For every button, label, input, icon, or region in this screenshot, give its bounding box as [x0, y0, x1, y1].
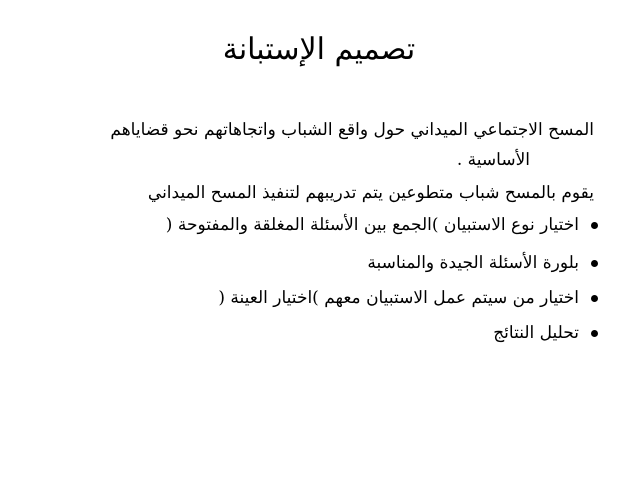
- intro-line-2: الأساسية .: [456, 150, 530, 170]
- bullet-item-2: [367, 251, 598, 275]
- bullet-item-1: [166, 213, 598, 237]
- bullet-dot-icon: [591, 330, 598, 337]
- bullet-dot-icon: [591, 295, 598, 302]
- bullet-text: بلورة الأسئلة الجيدة والمناسبة: [367, 253, 579, 273]
- bullet-item-3: [218, 286, 598, 310]
- bullet-text: اختيار نوع الاستبيان )الجمع بين الأسئلة المغلقة والمفتوحة (: [165, 215, 579, 235]
- slide-title: تصميم الإستبانة: [222, 32, 416, 67]
- bullet-item-4: [493, 321, 598, 345]
- intro-line-3: يقوم بالمسح شباب متطوعين يتم تدريبهم لتنفيذ المسح الميداني: [147, 183, 594, 203]
- bullet-dot-icon: [591, 222, 598, 229]
- bullet-text: اختيار من سيتم عمل الاستبيان معهم )اختيار العينة (: [218, 288, 579, 308]
- intro-line-1: المسح الاجتماعي الميداني حول واقع الشباب واتجاهاتهم نحو قضاياهم: [110, 120, 594, 140]
- bullet-text: تحليل النتائج: [493, 323, 579, 343]
- bullet-dot-icon: [591, 260, 598, 267]
